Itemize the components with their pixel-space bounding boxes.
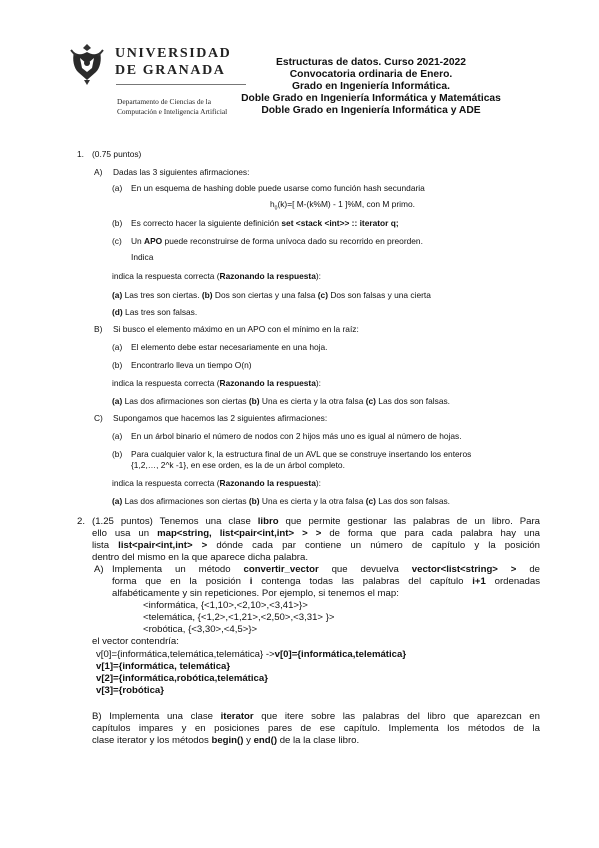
department-line2: Computación e Inteligencia Artificial xyxy=(117,107,228,116)
department-line1: Departamento de Ciencias de la xyxy=(117,97,211,106)
option-a-text: Las dos afirmaciones son ciertas xyxy=(122,496,249,506)
formula-h: h xyxy=(270,199,275,209)
q1b-options xyxy=(112,396,450,407)
q2b-l3-pre: clase iterator y los métodos xyxy=(92,735,212,746)
q1a-instruction xyxy=(112,271,321,282)
q2-intro-line1 xyxy=(92,516,540,528)
course-line: Convocatoria ordinaria de Enero. xyxy=(289,69,453,80)
option-c-text: Las dos son falsas. xyxy=(375,496,450,506)
course-line: Estructuras de datos. Curso 2021-2022 xyxy=(276,57,466,68)
q2-l2-pre: ello usa un xyxy=(92,528,158,539)
instr-bold: Razonando la respuesta xyxy=(219,271,316,281)
q2a-l2-post: ordenadas xyxy=(485,576,540,587)
q1b-item-b-text: Encontrarlo lleva un tiempo O(n) xyxy=(131,360,252,370)
q1a-item-c-text xyxy=(131,236,423,247)
q2b-line2: capítulos impares y en posiciones pares de ese capítulo. Implementa los métodos de la xyxy=(92,723,540,734)
q2a-l2-mid: contenga todas las palabras del capítulo xyxy=(252,576,473,587)
q2-l1-pre: (1.25 puntos) Tenemos una clase xyxy=(92,516,258,527)
course-line: Grado en Ingeniería Informática. xyxy=(292,81,450,92)
q1a-item-c-label: (c) xyxy=(112,236,122,246)
q2a-l2-bold2: i+1 xyxy=(472,576,486,587)
option-b-text: Una es cierta y la otra falsa xyxy=(259,496,366,506)
vector-intro: el vector contendría: xyxy=(92,636,179,647)
q1b-item-a-text: El elemento debe estar necesariamente en una hoja. xyxy=(131,342,328,352)
q2-l3-pre: lista xyxy=(92,540,119,551)
hash-formula xyxy=(270,199,415,215)
q2a-l1-post: de xyxy=(516,564,540,575)
q2-l3-bold: list<pair<int,int> > xyxy=(118,540,208,551)
q1a-item-c-post: puede reconstruirse de forma unívoca dado su recorrido en preorden. xyxy=(162,236,423,246)
q2a-l2-bold: i xyxy=(249,576,253,587)
q1c-item-b-line2: {1,2,…, 2^k -1}, en ese orden, es la de un árbol completo. xyxy=(131,460,345,470)
q1a-options-line2 xyxy=(112,307,197,318)
q2a-line1 xyxy=(112,564,540,576)
map-row-1: <informática, {<1,10>,<2,10>,<3,41>}> xyxy=(143,600,308,611)
option-b-label: (b) xyxy=(248,496,260,506)
q2-l3-post: dónde cada par contiene un número de capítulo y la posición xyxy=(207,540,541,551)
q1a-intro: Dadas las 3 siguientes afirmaciones: xyxy=(113,167,250,177)
option-c-text: Dos son falsas y una cierta xyxy=(328,290,431,300)
option-c-label: (c) xyxy=(365,496,376,506)
university-line1: UNIVERSIDAD xyxy=(115,46,232,61)
option-c-label: (c) xyxy=(317,290,329,300)
option-c-text: Las dos son falsas. xyxy=(375,396,450,406)
q1b-label: B) xyxy=(94,324,103,334)
q1b-item-b-label: (b) xyxy=(112,360,123,370)
formula-subscript: 0 xyxy=(274,205,278,212)
instr-pre: indica la respuesta correcta ( xyxy=(112,478,220,488)
q2b-line1 xyxy=(92,711,540,723)
q1a-indica: Indica xyxy=(131,252,154,262)
q2b-l1-post: que itere sobre las palabras del libro que aparezcan en xyxy=(253,711,540,722)
q1c-item-a-label: (a) xyxy=(112,431,123,441)
instr-bold: Razonando la respuesta xyxy=(219,378,316,388)
option-a-label: (a) xyxy=(112,290,123,300)
course-line: Doble Grado en Ingeniería Informática y Matemáticas xyxy=(241,93,501,104)
q1c-item-a-text: En un árbol binario el número de nodos con 2 hijos más uno es igual al número de hojas. xyxy=(131,431,462,441)
q2-l2-post: de forma que para cada palabra hay una xyxy=(321,528,540,539)
option-d-label: (d) xyxy=(112,307,123,317)
course-line: Doble Grado en Ingeniería Informática y ADE xyxy=(261,105,481,116)
vector-row-1: v[1]={informática, telemática} xyxy=(96,661,231,672)
q1c-item-b-line1: Para cualquier valor k, la estructura final de un AVL que se construye insertando los enteros xyxy=(131,449,472,459)
q1a-item-c-bold: APO xyxy=(144,236,163,246)
q2-l1-bold: libro xyxy=(257,516,279,527)
q1a-options-line1 xyxy=(112,290,431,301)
q2b-l3-begin: begin() xyxy=(211,735,244,746)
q2a-line3: alfabéticamente y sin repeticiones. Por ejemplo, si tenemos el map: xyxy=(112,588,399,599)
instr-pre: indica la respuesta correcta ( xyxy=(112,271,220,281)
formula-rest: (k)=[ M-(k%M) - 1 ]%M, con M primo. xyxy=(277,199,415,209)
q1-points: (0.75 puntos) xyxy=(92,149,142,159)
vector-row-3: v[3]={robótica} xyxy=(96,685,164,696)
q1b-intro: Si busco el elemento máximo en un APO con el mínimo en la raíz: xyxy=(113,324,359,334)
q2a-l1-bold2: vector<list<string> > xyxy=(411,564,517,575)
vector-row-2: v[2]={informática,robótica,telemática} xyxy=(96,673,268,684)
q1a-item-a-text: En un esquema de hashing doble puede usarse como función hash secundaria xyxy=(131,183,425,193)
option-a-label: (a) xyxy=(112,496,123,506)
q1-number: 1. xyxy=(77,149,84,159)
q1c-label: C) xyxy=(94,413,103,423)
instr-post: ): xyxy=(315,271,321,281)
q1a-item-a-label: (a) xyxy=(112,183,123,193)
option-c-label: (c) xyxy=(365,396,376,406)
map-row-2: <telemática, {<1,2>,<1,21>,<2,50>,<3,31> }> xyxy=(143,612,335,623)
q1a-item-b-text xyxy=(131,218,399,229)
q2b-l3-mid: y xyxy=(243,735,254,746)
q2b-l1-bold: iterator xyxy=(220,711,254,722)
vector-row-0-pre: v[0]={informática,telemática,telemática} -> xyxy=(96,649,275,660)
vector-row-0 xyxy=(96,649,406,661)
option-a-label: (a) xyxy=(112,396,123,406)
q2b-line3 xyxy=(92,735,359,747)
q2-intro-line4: dentro del mismo en la que aparece dicha palabra. xyxy=(92,552,308,563)
instr-pre: indica la respuesta correcta ( xyxy=(112,378,220,388)
q2-l1-post: que permite gestionar las palabras de un libro. Para xyxy=(278,516,541,527)
option-d-text: Las tres son falsas. xyxy=(122,307,198,317)
q2a-line2 xyxy=(112,576,540,588)
instr-bold: Razonando la respuesta xyxy=(219,478,316,488)
university-seal-icon xyxy=(68,42,106,86)
instr-post: ): xyxy=(315,378,321,388)
option-a-text: Las dos afirmaciones son ciertas xyxy=(122,396,249,406)
vector-row-0-bold: v[0]={informática,telemática} xyxy=(274,649,407,660)
q1b-item-a-label: (a) xyxy=(112,342,123,352)
q2-intro-line3 xyxy=(92,540,540,552)
q1a-item-b-label: (b) xyxy=(112,218,123,228)
q2b-l3-post: de la la clase libro. xyxy=(277,735,360,746)
map-row-3: <robótica, {<3,30>,<4,5>}> xyxy=(143,624,258,635)
q2a-l1-bold1: convertir_vector xyxy=(243,564,319,575)
q1c-intro: Supongamos que hacemos las 2 siguientes afirmaciones: xyxy=(113,413,328,423)
option-b-label: (b) xyxy=(201,290,213,300)
q1c-instruction xyxy=(112,478,321,489)
course-header xyxy=(206,57,536,117)
q2b-l3-end: end() xyxy=(253,735,278,746)
option-b-text: Una es cierta y la otra falsa xyxy=(259,396,366,406)
q1a-item-c-pre: Un xyxy=(131,236,145,246)
q1a-label: A) xyxy=(94,167,103,177)
q2a-label: A) xyxy=(94,564,104,575)
q1a-item-b-plain: Es correcto hacer la siguiente definición xyxy=(131,218,282,228)
q2b-l1-pre: B) Implementa una clase xyxy=(92,711,221,722)
option-b-text: Dos son ciertas y una falsa xyxy=(212,290,318,300)
q2a-l1-pre: Implementa un método xyxy=(112,564,244,575)
q1c-item-b-label: (b) xyxy=(112,449,123,459)
q1c-options xyxy=(112,496,450,507)
option-a-text: Las tres son ciertas. xyxy=(122,290,202,300)
q1b-instruction xyxy=(112,378,321,389)
instr-post: ): xyxy=(315,478,321,488)
university-line2: DE GRANADA xyxy=(115,63,226,78)
option-b-label: (b) xyxy=(248,396,260,406)
q2-intro-line2 xyxy=(92,528,540,540)
q2a-l2-pre: forma que en la posición xyxy=(112,576,250,587)
q2-l2-bold: map<string, list<pair<int,int> > > xyxy=(157,528,322,539)
q2-number: 2. xyxy=(77,516,86,527)
q2a-l1-mid: que devuelva xyxy=(318,564,412,575)
q1a-item-b-code: set <stack <int>> :: iterator q; xyxy=(281,218,399,228)
